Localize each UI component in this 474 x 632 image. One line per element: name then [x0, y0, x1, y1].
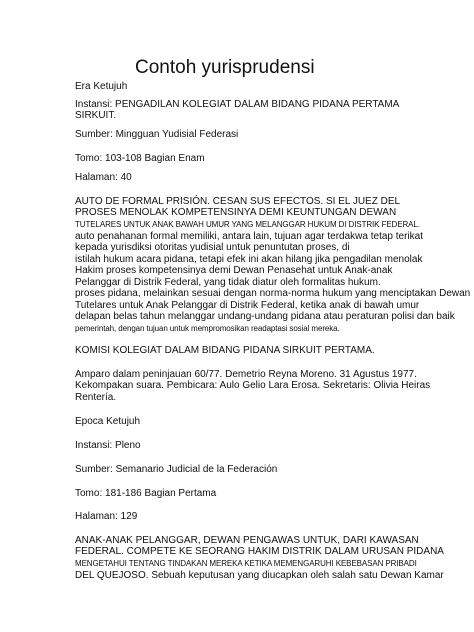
page-number-line: Halaman: 129: [75, 511, 138, 522]
thesis-heading-line: ANAK-ANAK PELANGGAR, DEWAN PENGAWAS UNTUK, DARI KAWASAN: [75, 535, 419, 546]
body-line: pemerintah, dengan tujuan untuk mempromosikan readaptasi sosial mereka.: [75, 324, 340, 333]
instance-line: Instansi: Pleno: [75, 440, 141, 451]
body-line: Tutelares untuk Anak Pelanggar di Distrik Federal, ketika anak di bawah umur: [75, 300, 420, 311]
tomo-line: Tomo: 181-186 Bagian Pertama: [75, 488, 217, 499]
page-number-line: Halaman: 40: [75, 172, 132, 183]
thesis-heading-line: MENGETAHUI TENTANG TINDAKAN MEREKA KETIKA MEMENGARUHI KEBEBASAN PRIBADI: [75, 559, 417, 568]
thesis-heading-line: FEDERAL. COMPETE KE SEORANG HAKIM DISTRIK DALAM URUSAN PIDANA: [75, 546, 444, 557]
instance-line-cont: SIRKUIT.: [75, 110, 117, 121]
body-line: DEL QUEJOSO. Sebuah keputusan yang diucapkan oleh salah satu Dewan Kamar: [75, 570, 444, 581]
body-line: delapan belas tahun melanggar undang-undang pidana atau peraturan polisi dan baik: [75, 311, 455, 322]
era-label: Era Ketujuh: [75, 81, 128, 92]
body-line: istilah hukum acara pidana, tetapi efek ini akan hilang jika pengadilan menolak: [75, 254, 423, 265]
source-line: Sumber: Mingguan Yudisial Federasi: [75, 129, 239, 140]
source-line: Sumber: Semanario Judicial de la Federación: [75, 464, 278, 475]
page-title: Contoh yurisprudensi: [135, 57, 315, 78]
commission-line: KOMISI KOLEGIAT DALAM BIDANG PIDANA SIRKUIT PERTAMA.: [75, 345, 375, 356]
thesis-heading-line: AUTO DE FORMAL PRISIÓN. CESAN SUS EFECTOS. SI EL JUEZ DEL: [75, 196, 401, 207]
epoca-label: Epoca Ketujuh: [75, 416, 141, 427]
amparo-line: Rentería.: [75, 392, 117, 403]
amparo-line: Amparo dalam peninjauan 60/77. Demetrio Reyna Moreno. 31 Agustus 1977.: [75, 369, 417, 380]
instance-line: Instansi: PENGADILAN KOLEGIAT DALAM BIDANG PIDANA PERTAMA: [75, 99, 400, 110]
thesis-heading-line: PROSES MENOLAK KOMPETENSINYA DEMI KEUNTUNGAN DEWAN: [75, 207, 397, 218]
amparo-line: Kekompakan suara. Pembicara: Aulo Gelio Lara Erosa. Sekretaris: Olivia Heiras: [75, 380, 431, 391]
body-line: Hakim proses kompetensinya demi Dewan Penasehat untuk Anak-anak: [75, 265, 393, 276]
body-line: Pelanggar di Distrik Federal, yang tidak diatur oleh formalitas hukum.: [75, 277, 381, 288]
body-line: auto penahanan formal memiliki, antara lain, tujuan agar terdakwa tetap terikat: [75, 231, 423, 242]
body-line: proses pidana, melainkan sesuai dengan norma-norma hukum yang menciptakan Dewan: [75, 288, 471, 299]
thesis-heading-line: TUTELARES UNTUK ANAK BAWAH UMUR YANG MELANGGAR HUKUM DI DISTRIK FEDERAL.: [75, 220, 420, 229]
tomo-line: Tomo: 103-108 Bagian Enam: [75, 153, 205, 164]
body-line: kepada yurisdiksi otoritas yudisial untuk penuntutan proses, di: [75, 242, 350, 253]
